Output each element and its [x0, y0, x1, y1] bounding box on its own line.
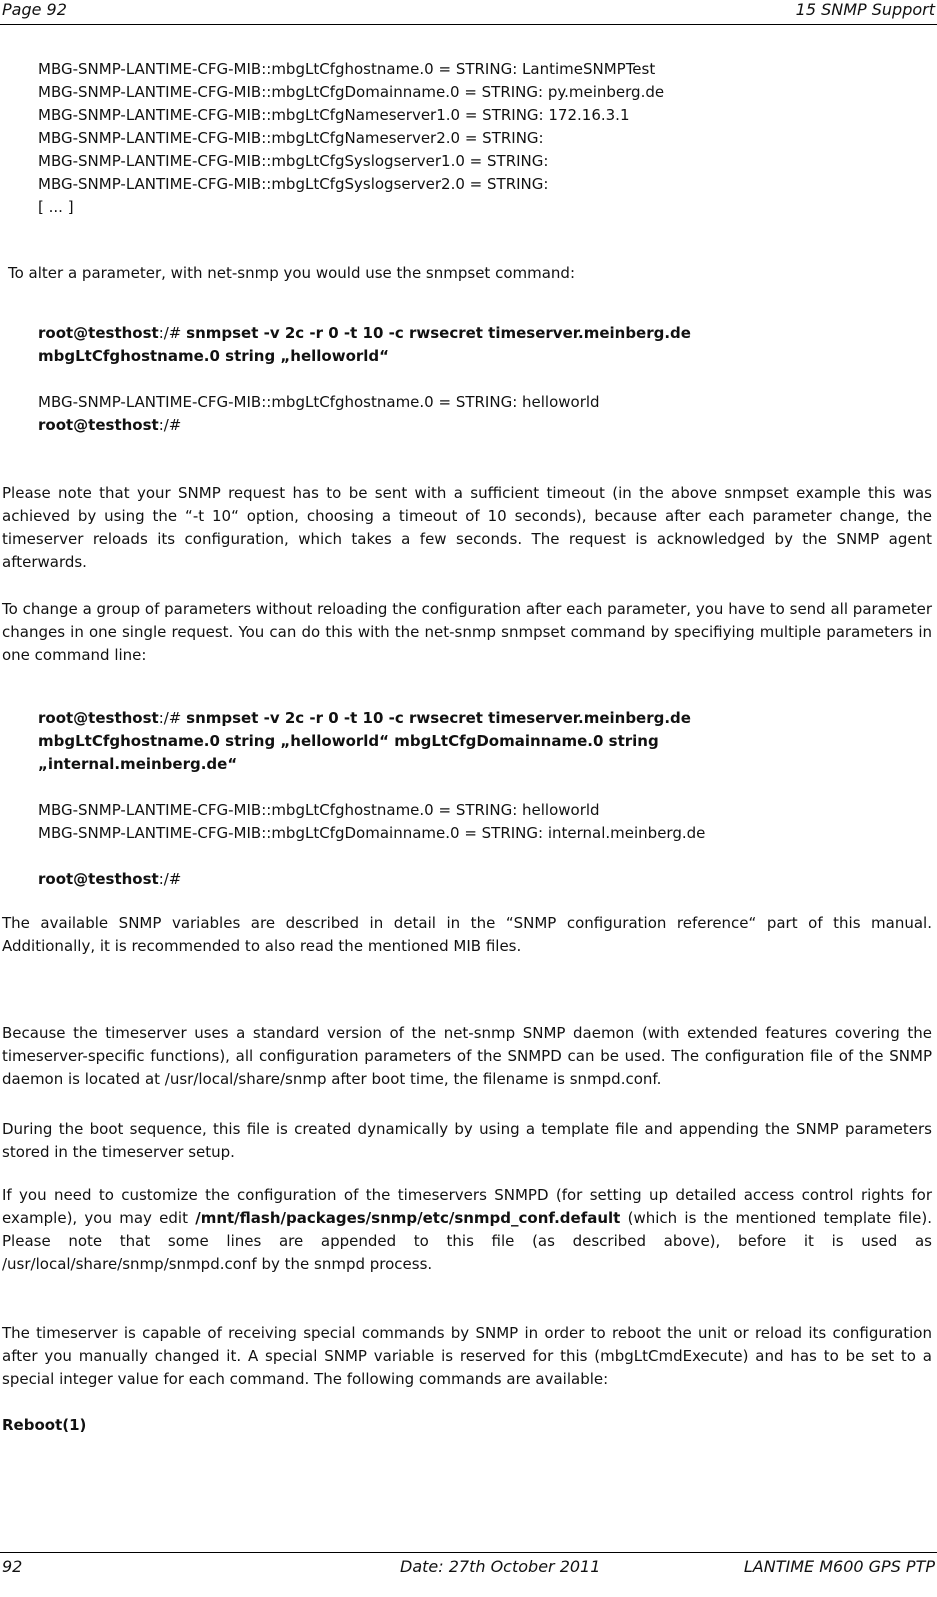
output-line: MBG-SNMP-LANTIME-CFG-MIB::mbgLtCfghostname.0 = STRING: helloworld: [38, 393, 600, 411]
shell-path: :/#: [158, 416, 182, 434]
output-line: MBG-SNMP-LANTIME-CFG-MIB::mbgLtCfghostname.0 = STRING: LantimeSNMPTest: [38, 60, 656, 78]
output-line: MBG-SNMP-LANTIME-CFG-MIB::mbgLtCfgNameserver1.0 = STRING: 172.16.3.1: [38, 106, 630, 124]
paragraph-group: To change a group of parameters without reloading the configuration after each parameter, you have to send all parameter changes in one single request. You can do this with the net-snmp snmpset command by specifiying multiple parameters in one command line:: [2, 600, 932, 664]
customize-text-after: (which is the mentioned template file). Please note that some lines are appended to this file (as described above), before it is used as /usr/local/share/snmp/snmpd.conf by the snmpd process.: [2, 1209, 933, 1273]
example2-block: [38, 707, 918, 891]
output-line: MBG-SNMP-LANTIME-CFG-MIB::mbgLtCfghostname.0 = STRING: helloworld: [38, 801, 600, 819]
shell-prompt: root@testhost: [38, 324, 159, 342]
shell-prompt: root@testhost: [38, 870, 159, 888]
paragraph-timeout: Please note that your SNMP request has to be sent with a sufficient timeout (in the above snmpset example this was achieved by using the “-t 10“ option, choosing a timeout of 10 seconds), because after each parameter change, the timeserver reloads its configuration, which takes a few seconds. The request is acknowledged by the SNMP agent afterwards.: [2, 484, 932, 571]
customize-text-before: If you need to customize the configuration of the timeservers SNMPD (for setting up detailed access control rights for example), you may edit: [2, 1186, 932, 1227]
shell-path: :/#: [158, 709, 187, 727]
paragraph-reference: The available SNMP variables are described in detail in the “SNMP configuration reference“ part of this manual. Additionally, it is recommended to also read the mentioned MIB files.: [2, 914, 932, 955]
output-line: MBG-SNMP-LANTIME-CFG-MIB::mbgLtCfgSyslogserver2.0 = STRING:: [38, 175, 549, 193]
shell-path: :/#: [158, 870, 182, 888]
command-continuation: „internal.meinberg.de“: [38, 755, 238, 773]
command-continuation: mbgLtCfghostname.0 string „helloworld“: [38, 347, 390, 365]
paragraph-customize: [2, 1184, 932, 1276]
paragraph-boot: During the boot sequence, this file is created dynamically by using a template file and appending the SNMP parameters stored in the timeserver setup.: [2, 1120, 932, 1161]
paragraph-commands: The timeserver is capable of receiving special commands by SNMP in order to reboot the unit or reload its configuration after you manually changed it. A special SNMP variable is reserved for this (mbgLtCmdExecute) and has to be set to a special integer value for each command. The following commands are available:: [2, 1324, 932, 1388]
footer-product: LANTIME M600 GPS PTP: [743, 1557, 935, 1576]
example1-block: [38, 322, 918, 437]
output-line: [ ... ]: [38, 198, 74, 216]
shell-prompt: root@testhost: [38, 709, 159, 727]
reboot-heading: Reboot(1): [2, 1416, 87, 1434]
paragraph-daemon: Because the timeserver uses a standard version of the net-snmp SNMP daemon (with extended features covering the timeserver-specific functions), all configuration parameters of the SNMPD can be used. The configuration file of the SNMP daemon is located at /usr/local/share/snmp after boot time, the filename is snmpd.conf.: [2, 1024, 932, 1088]
page-header: [0, 0, 937, 25]
paragraph-alter: To alter a parameter, with net-snmp you would use the snmpset command:: [8, 264, 576, 282]
command-text: snmpset -v 2c -r 0 -t 10 -c rwsecret timeserver.meinberg.de: [186, 324, 691, 342]
page-footer: [0, 1552, 937, 1575]
shell-prompt: root@testhost: [38, 416, 159, 434]
command-text: snmpset -v 2c -r 0 -t 10 -c rwsecret timeserver.meinberg.de: [186, 709, 691, 727]
command-continuation: mbgLtCfghostname.0 string „helloworld“ mbgLtCfgDomainname.0 string: [38, 732, 659, 750]
header-section-title: 15 SNMP Support: [795, 0, 935, 19]
footer-page-number: 92: [2, 1557, 23, 1576]
output-line: MBG-SNMP-LANTIME-CFG-MIB::mbgLtCfgDomainname.0 = STRING: py.meinberg.de: [38, 83, 665, 101]
footer-date: Date: 27th October 2011: [400, 1557, 601, 1576]
output-line: MBG-SNMP-LANTIME-CFG-MIB::mbgLtCfgSyslogserver1.0 = STRING:: [38, 152, 549, 170]
snmpget-output-block: [38, 58, 918, 219]
template-file-path: /mnt/flash/packages/snmp/etc/snmpd_conf.default: [195, 1209, 621, 1227]
header-page-label: Page 92: [2, 0, 67, 19]
shell-path: :/#: [158, 324, 187, 342]
output-line: MBG-SNMP-LANTIME-CFG-MIB::mbgLtCfgDomainname.0 = STRING: internal.meinberg.de: [38, 824, 706, 842]
output-line: MBG-SNMP-LANTIME-CFG-MIB::mbgLtCfgNameserver2.0 = STRING:: [38, 129, 544, 147]
